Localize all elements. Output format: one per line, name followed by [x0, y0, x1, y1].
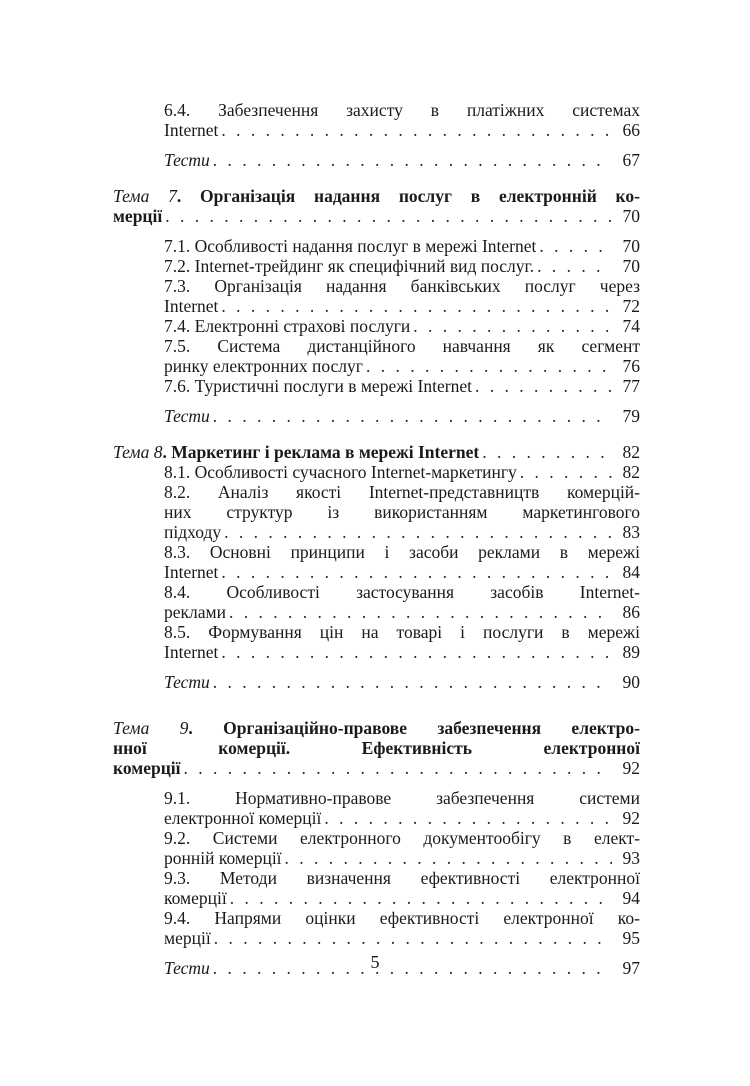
dot-leader: [537, 256, 612, 276]
dot-leader: [214, 928, 612, 948]
dot-leader: [366, 356, 612, 376]
page-ref: 72: [622, 296, 640, 316]
page-ref: 76: [622, 356, 640, 376]
dot-leader: [213, 672, 612, 692]
dot-leader: [520, 462, 612, 482]
toc-tests-6[interactable]: Тести . . . 67: [113, 150, 640, 170]
toc-entry-9-1[interactable]: електронної комерції . . . 92: [113, 808, 640, 828]
toc-entry-9-4-line1: 9.4. Напрями оцінки ефективності електронної ко-: [164, 908, 640, 928]
toc-topic-7[interactable]: мерції . . . 70: [113, 206, 640, 226]
toc-entry-9-2-line1: 9.2. Системи електронного документообігу в елект-: [164, 828, 640, 848]
page-ref: 86: [622, 602, 640, 622]
dot-leader: [213, 150, 612, 170]
page-ref: 92: [622, 758, 640, 778]
toc-tests-8[interactable]: Тести . . . 90: [113, 672, 640, 692]
dot-leader: [539, 236, 612, 256]
toc-topic-9-line1: Тема 9. Організаційно-правове забезпечення електро-: [113, 718, 640, 738]
page-ref: 70: [622, 256, 640, 276]
page-ref: 70: [622, 206, 640, 226]
toc-entry-9-3[interactable]: комерції . . . 94: [113, 888, 640, 908]
toc-entry-8-2-line1: 8.2. Аналіз якості Internet-представництв комерцій-: [164, 482, 640, 502]
page-ref: 97: [622, 958, 640, 978]
table-of-contents: [113, 100, 640, 978]
toc-entry-7-4[interactable]: 7.4. Електронні страхові послуги . . . 74: [113, 316, 640, 336]
page-ref: 66: [622, 120, 640, 140]
toc-entry-8-3-line1: 8.3. Основні принципи і засоби реклами в мережі: [164, 542, 640, 562]
dot-leader: [184, 758, 613, 778]
toc-topic-7-line1: Тема 7. Організація надання послуг в електронній ко-: [113, 186, 640, 206]
toc-entry-9-1-line1: 9.1. Нормативно-правове забезпечення системи: [164, 788, 640, 808]
dot-leader: [230, 888, 612, 908]
dot-leader: [221, 296, 612, 316]
page-ref: 77: [622, 376, 640, 396]
page-ref: 67: [622, 150, 640, 170]
toc-entry-7-5[interactable]: ринку електронних послуг . . . 76: [113, 356, 640, 376]
page-number: 5: [370, 952, 380, 972]
toc-entry-8-2[interactable]: підходу . . . 83: [113, 522, 640, 542]
toc-entry-9-2[interactable]: ронній комерції . . . 93: [113, 848, 640, 868]
toc-entry-7-1[interactable]: 7.1. Особливості надання послуг в мережі Internet . . . 70: [113, 236, 640, 256]
toc-entry-8-4[interactable]: реклами . . . 86: [113, 602, 640, 622]
dot-leader: [165, 206, 612, 226]
dot-leader: [475, 376, 612, 396]
page-ref: 74: [622, 316, 640, 336]
toc-entry-7-5-line1: 7.5. Система дистанційного навчання як сегмент: [164, 336, 640, 356]
page-ref: 95: [622, 928, 640, 948]
toc-tests-7[interactable]: Тести . . . 79: [113, 406, 640, 426]
page-ref: 82: [622, 462, 640, 482]
dot-leader: [213, 406, 612, 426]
dot-leader: [221, 562, 612, 582]
toc-tests-9[interactable]: Тести . . . 97: [113, 958, 640, 978]
toc-entry-7-3[interactable]: Internet . . . 72: [113, 296, 640, 316]
page-ref: 70: [622, 236, 640, 256]
toc-topic-8[interactable]: Тема 8. Маркетинг і реклама в мережі Internet . . . 82: [113, 442, 640, 462]
page-ref: 82: [622, 442, 640, 462]
toc-entry-7-2[interactable]: 7.2. Internet-трейдинг як специфічний вид послуг. . . . 70: [113, 256, 640, 276]
dot-leader: [229, 602, 612, 622]
page-ref: 94: [622, 888, 640, 908]
toc-entry-8-5[interactable]: Internet . . . 89: [113, 642, 640, 662]
toc-entry-8-1[interactable]: 8.1. Особливості сучасного Internet-маркетингу . . . 82: [113, 462, 640, 482]
toc-entry-8-4-line1: 8.4. Особливості застосування засобів Internet-: [164, 582, 640, 602]
toc-topic-9-line2: нної комерції. Ефективність електронної: [113, 738, 640, 758]
dot-leader: [224, 522, 612, 542]
page-ref: 84: [622, 562, 640, 582]
dot-leader: [324, 808, 612, 828]
dot-leader: [482, 442, 612, 462]
toc-entry-8-3[interactable]: Internet . . . 84: [113, 562, 640, 582]
toc-topic-9[interactable]: комерції . . . 92: [113, 758, 640, 778]
page-ref: 83: [622, 522, 640, 542]
toc-entry-9-4[interactable]: мерції . . . 95: [113, 928, 640, 948]
toc-entry-6-4[interactable]: Internet . . . 66: [113, 120, 640, 140]
toc-entry-8-5-line1: 8.5. Формування цін на товарі і послуги в мережі: [164, 622, 640, 642]
dot-leader: [221, 120, 612, 140]
toc-entry-6-4-line1: 6.4. Забезпечення захисту в платіжних системах: [164, 100, 640, 120]
page-ref: 93: [622, 848, 640, 868]
dot-leader: [285, 848, 612, 868]
toc-entry-7-6[interactable]: 7.6. Туристичні послуги в мережі Internet . . . 77: [113, 376, 640, 396]
toc-entry-9-3-line1: 9.3. Методи визначення ефективності електронної: [164, 868, 640, 888]
page-ref: 79: [622, 406, 640, 426]
toc-entry-7-3-line1: 7.3. Організація надання банківських послуг через: [164, 276, 640, 296]
page-ref: 90: [622, 672, 640, 692]
toc-entry-8-2-line2: них структур із використанням маркетингового: [164, 502, 640, 522]
page-ref: 92: [622, 808, 640, 828]
dot-leader: [221, 642, 612, 662]
page-ref: 89: [622, 642, 640, 662]
dot-leader: [413, 316, 612, 336]
